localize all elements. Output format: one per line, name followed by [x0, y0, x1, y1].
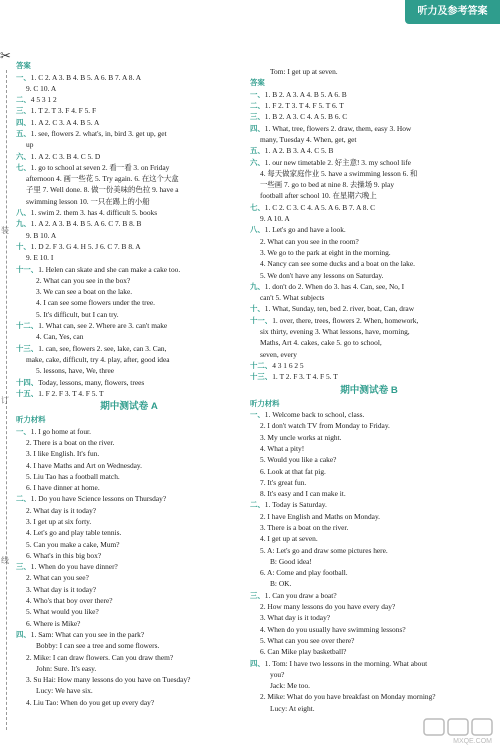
answer-line: [250, 658, 488, 669]
section-label: 听力材料: [16, 415, 46, 425]
answer-line: [250, 545, 488, 556]
answer-line: [16, 674, 242, 685]
question-number: 八、: [250, 225, 265, 235]
page-header: [0, 0, 500, 28]
line-text: 1. go to school at seven 2. 看一看 3. on Friday: [30, 162, 170, 172]
answer-line: [16, 207, 242, 218]
line-text: 1. swim 2. them 3. has 4. difficult 5. books: [30, 208, 158, 218]
answer-line: [250, 349, 488, 360]
answer-line: [250, 66, 488, 77]
line-text: Today, lessons, many, flowers, trees: [38, 377, 145, 387]
line-text: 一些画 7. go to bed at nine 8. 去操场 9. play: [260, 180, 395, 190]
line-text: 9. C 10. A: [26, 83, 57, 93]
line-text: 4. What a pity!: [260, 443, 305, 453]
line-text: 3. We can see a boat on the lake.: [36, 287, 133, 297]
answer-line: [250, 247, 488, 258]
section-label: 答案: [16, 61, 31, 70]
answer-line: [16, 527, 242, 538]
right-column: [250, 66, 488, 714]
answer-line: [250, 612, 488, 623]
line-text: Lucy: We have six.: [36, 686, 93, 696]
question-number: 四、: [250, 658, 265, 668]
answer-line: [16, 388, 242, 399]
line-text: B: OK.: [270, 579, 292, 589]
answer-line: [250, 635, 488, 646]
line-text: 1. see, flowers 2. what's, in, bird 3. get up, get: [30, 128, 167, 138]
test-title: 期中测试卷 A: [100, 401, 158, 413]
answer-line: [16, 331, 242, 342]
line-text: 2. I have English and Maths on Monday.: [260, 511, 381, 521]
line-text: 1. Today is Saturday.: [264, 500, 327, 510]
line-text: 4. Who's that boy over there?: [26, 596, 113, 606]
answer-line: [250, 258, 488, 269]
answer-line: [16, 275, 242, 286]
question-number: 十三、: [16, 343, 39, 353]
line-text: 1. A 2. C 3. B 4. C 5. D: [30, 151, 101, 161]
answer-line: [16, 184, 242, 195]
question-number: 十五、: [16, 388, 39, 398]
answer-line: [250, 315, 488, 326]
line-text: 1. D 2. F 3. G 4. H 5. J 6. C 7. B 8. A: [30, 241, 141, 251]
line-text: 2. There is a boat on the river.: [26, 437, 115, 447]
answer-line: [16, 196, 242, 207]
line-text: B: Good idea!: [270, 556, 312, 566]
question-number: 二、: [16, 95, 31, 105]
question-number: 十三、: [250, 372, 273, 382]
answer-line: [250, 454, 488, 465]
line-text: 6. Where is Mike?: [26, 618, 81, 628]
line-text: 6. A: Come and play football.: [260, 568, 348, 578]
answer-line: [250, 511, 488, 522]
section-tab: 听力及参考答案: [405, 0, 500, 24]
cut-label-2: 订: [1, 396, 9, 405]
answer-line: [250, 499, 488, 510]
question-number: 一、: [250, 89, 265, 99]
line-text: 1. Sam: What can you see in the park?: [30, 629, 145, 639]
answer-line: [250, 157, 488, 168]
question-number: 三、: [250, 112, 265, 122]
answer-line: [16, 640, 242, 651]
question-number: 九、: [16, 219, 31, 229]
answer-line: [16, 128, 242, 139]
answer-line: [250, 669, 488, 680]
answer-line: [16, 663, 242, 674]
line-text: Jack: Me too.: [270, 681, 311, 691]
line-text: Lucy: At eight.: [270, 703, 315, 713]
line-text: Maths, Art 4. cakes, cake 5. go to school,: [260, 338, 382, 348]
answer-line: [16, 162, 242, 173]
question-number: 十一、: [16, 264, 39, 274]
question-number: 十二、: [250, 360, 273, 370]
answer-line: [16, 297, 242, 308]
line-text: 5. lessons, have, We, three: [36, 366, 115, 376]
answer-line: [16, 83, 242, 94]
answer-line: [16, 482, 242, 493]
answer-line: [16, 516, 242, 527]
question-number: 三、: [16, 106, 31, 116]
question-number: 六、: [16, 151, 31, 161]
answer-line: [250, 179, 488, 190]
answer-line: [16, 365, 242, 376]
line-text: 1. can, see, flowers 2. see, lake, can 3. Can,: [38, 343, 167, 353]
answer-line: [16, 173, 242, 184]
line-text: 1. F 2. T 3. T 4. F 5. T 6. T: [264, 101, 344, 111]
question-number: 十、: [250, 304, 265, 314]
answer-line: [16, 448, 242, 459]
answer-line: [250, 202, 488, 213]
answer-line: [250, 134, 488, 145]
line-text: 4. I get up at seven.: [260, 534, 318, 544]
line-text: 1. When do you have dinner?: [30, 562, 118, 572]
line-text: 1. our new timetable 2. 好主意! 3. my school life: [264, 157, 411, 167]
answer-line: [16, 151, 242, 162]
line-text: 4 5 3 1 2: [30, 95, 57, 105]
line-text: 9. E 10. I: [26, 253, 54, 263]
line-text: 9. A 10. A: [260, 214, 290, 224]
question-number: 六、: [250, 157, 265, 167]
answer-line: [250, 590, 488, 601]
question-number: 十、: [16, 241, 31, 251]
line-text: 4. Can, Yes, can: [36, 332, 84, 342]
question-number: 二、: [250, 500, 265, 510]
watermark-text: MXQE.COM: [453, 738, 492, 745]
answer-line: [250, 89, 488, 100]
line-text: 4 3 1 6 2 5: [272, 360, 304, 370]
line-text: 1. Welcome back to school, class.: [264, 410, 365, 420]
line-text: seven, every: [260, 349, 297, 359]
line-text: 8. It's easy and I can make it.: [260, 489, 346, 499]
left-column: [16, 60, 242, 708]
question-number: 十一、: [250, 315, 273, 325]
answer-line: [250, 420, 488, 431]
answer-line: [16, 584, 242, 595]
question-number: 四、: [250, 123, 265, 133]
answer-line: [16, 309, 242, 320]
answer-line: [16, 697, 242, 708]
answer-line: [250, 556, 488, 567]
answer-line: [250, 703, 488, 714]
line-text: Bobby: I can see a tree and some flowers.: [36, 641, 160, 651]
answer-line: [16, 218, 242, 229]
answer-line: [16, 286, 242, 297]
line-text: can't 5. What subjects: [260, 293, 325, 303]
answer-line: [250, 477, 488, 488]
line-text: 2. Mike: What do you have breakfast on Monday morning?: [260, 692, 436, 702]
line-text: 1. A 2. A 3. B 4. B 5. A 6. C 7. B 8. B: [30, 219, 142, 229]
line-text: 5. Would you like a cake?: [260, 455, 337, 465]
line-text: 1. C 2. C 3. C 4. A 5. A 6. B 7. A 8. C: [264, 202, 376, 212]
binding-margin: [0, 30, 14, 747]
line-text: John: Sure. It's easy.: [36, 663, 97, 673]
line-text: 1. I go home at four.: [30, 426, 91, 436]
line-text: 1. What can, see 2. Where are 3. can't make: [38, 321, 168, 331]
line-text: 5. We don't have any lessons on Saturday.: [260, 270, 384, 280]
line-text: 2. What can you see in the room?: [260, 236, 359, 246]
line-text: 1. Let's go and have a look.: [264, 225, 346, 235]
answer-line: [16, 595, 242, 606]
question-number: 四、: [16, 117, 31, 127]
line-text: 1. F 2. F 3. T 4. F 5. T: [38, 388, 104, 398]
line-text: 7. It's great fun.: [260, 477, 307, 487]
line-text: 4. 每天做家庭作业 5. have a swimming lesson 6. 和: [260, 168, 418, 178]
answer-line: [250, 443, 488, 454]
question-number: 五、: [16, 128, 31, 138]
line-text: 2. How many lessons do you have every day?: [260, 602, 396, 612]
answer-line: [250, 168, 488, 179]
answer-line: [16, 426, 242, 437]
answer-line: [16, 493, 242, 504]
answer-line: [250, 578, 488, 589]
line-text: afternoon 4. 画一些花 5. Try again. 6. 在这个大盒: [26, 174, 179, 184]
line-text: 3. I get up at six forty.: [26, 516, 92, 526]
question-number: 七、: [16, 162, 31, 172]
line-text: 1. T 2. T 3. F 4. F 5. F: [30, 106, 97, 116]
line-text: 5. A: Let's go and draw some pictures here.: [260, 545, 388, 555]
line-text: many, Tuesday 4. When, get, get: [260, 134, 357, 144]
line-text: 1. over, there, trees, flowers 2. When, homework,: [272, 315, 419, 325]
answer-line: [250, 100, 488, 111]
question-number: 三、: [250, 590, 265, 600]
answer-line: [16, 252, 242, 263]
answer-line: [16, 94, 242, 105]
line-text: 1. Tom: I have two lessons in the morning. What about: [264, 658, 428, 668]
line-text: 5. Can you make a cake, Mum?: [26, 539, 120, 549]
answer-line: [16, 618, 242, 629]
section-label: 听力材料: [250, 398, 280, 408]
line-text: 5. What would you like?: [26, 607, 99, 617]
answer-line: [16, 629, 242, 640]
line-text: 6. What's in this big box?: [26, 550, 102, 560]
line-text: 2. What day is it today?: [26, 505, 97, 515]
answer-line: [250, 326, 488, 337]
answer-line: [16, 437, 242, 448]
question-number: 九、: [250, 281, 265, 291]
answer-line: [250, 371, 488, 382]
answer-line: [16, 117, 242, 128]
answer-line: [16, 561, 242, 572]
answer-line: [16, 230, 242, 241]
line-text: 1. A 2. C 3. A 4. B 5. A: [30, 117, 100, 127]
cut-label-3: 线: [1, 556, 9, 565]
line-text: 子里 7. Well done. 8. 做一份美味的色拉 9. have a: [26, 185, 179, 195]
question-number: 一、: [250, 410, 265, 420]
line-text: 1. Helen can skate and she can make a cake too.: [38, 264, 181, 274]
answer-line: [250, 466, 488, 477]
line-text: 4. Nancy can see some ducks and a boat on the lake.: [260, 259, 415, 269]
scissors-icon: ✂: [0, 48, 11, 63]
line-text: 3. What day is it today?: [26, 584, 97, 594]
line-text: 6. Look at that fat pig.: [260, 466, 326, 476]
answer-line: [250, 432, 488, 443]
line-text: 3. My uncle works at night.: [260, 432, 342, 442]
line-text: 3. We go to the park at eight in the morning.: [260, 247, 391, 257]
line-text: 1. T 2. F 3. T 4. F 5. T: [272, 372, 338, 382]
answer-line: [250, 601, 488, 612]
answer-line: [16, 652, 242, 663]
question-number: 一、: [16, 426, 31, 436]
line-text: 1. Do you have Science lessons on Thursday?: [30, 494, 167, 504]
answer-line: [16, 343, 242, 354]
line-text: 5. What can you see over there?: [260, 635, 355, 645]
answer-line: [250, 224, 488, 235]
line-text: 3. I like English. It's fun.: [26, 449, 100, 459]
line-text: 6. Can Mike play basketball?: [260, 647, 347, 657]
question-number: 十二、: [16, 321, 39, 331]
answer-line: [250, 624, 488, 635]
question-number: 一、: [16, 72, 31, 82]
answer-line: [250, 123, 488, 134]
question-number: 二、: [250, 101, 265, 111]
line-text: six thirty, evening 3. What lessons, have, morning,: [260, 327, 410, 337]
question-number: 三、: [16, 562, 31, 572]
answer-line: [250, 145, 488, 156]
answer-line: [250, 190, 488, 201]
answer-line: [16, 264, 242, 275]
answer-line: [250, 409, 488, 420]
line-text: 1. B 2. A 3. C 4. A 5. B 6. C: [264, 112, 348, 122]
line-text: 5. It's difficult, but I can try.: [36, 309, 119, 319]
answer-line: [16, 505, 242, 516]
answer-line: [250, 360, 488, 371]
answer-line: [16, 354, 242, 365]
answer-line: [250, 691, 488, 702]
answer-line: [250, 488, 488, 499]
question-number: 五、: [250, 146, 265, 156]
answer-line: [16, 685, 242, 696]
line-text: 3. Su Hai: How many lessons do you have on Tuesday?: [26, 675, 191, 685]
line-text: 1. Can you draw a boat?: [264, 590, 337, 600]
answer-line: [16, 377, 242, 388]
line-text: 4. When do you usually have swimming lessons?: [260, 624, 406, 634]
answer-line: [250, 270, 488, 281]
answer-line: [16, 606, 242, 617]
line-text: 2. Mike: I can draw flowers. Can you draw them?: [26, 652, 174, 662]
answer-line: [16, 460, 242, 471]
line-text: 1. What, tree, flowers 2. draw, them, easy 3. How: [264, 123, 412, 133]
question-number: 四、: [16, 629, 31, 639]
line-text: 9. B 10. A: [26, 230, 57, 240]
answer-line: [250, 292, 488, 303]
line-text: 1. A 2. B 3. A 4. C 5. B: [264, 146, 334, 156]
line-text: you?: [270, 669, 285, 679]
answer-line: [250, 646, 488, 657]
answer-line: [16, 241, 242, 252]
cut-label-1: 装: [1, 226, 9, 235]
answer-line: [16, 572, 242, 583]
line-text: 1. C 2. A 3. B 4. B 5. A 6. B 7. A 8. A: [30, 72, 142, 82]
line-text: 1. don't do 2. When do 3. has 4. Can, see, No, I: [264, 281, 405, 291]
line-text: 1. B 2. A 3. A 4. B 5. A 6. B: [264, 89, 347, 99]
line-text: swimming lesson 10. 一只在踢上的小船: [26, 196, 150, 206]
answer-line: [250, 522, 488, 533]
line-text: 3. There is a boat on the river.: [260, 522, 349, 532]
question-number: 七、: [250, 202, 265, 212]
answer-line: [250, 281, 488, 292]
line-text: up: [26, 140, 34, 150]
line-text: 4. I have Maths and Art on Wednesday.: [26, 460, 142, 470]
line-text: 2. I don't watch TV from Monday to Friday.: [260, 421, 390, 431]
answer-line: [250, 236, 488, 247]
answer-line: [250, 680, 488, 691]
answer-line: [16, 105, 242, 116]
question-number: 八、: [16, 208, 31, 218]
line-text: 4. Let's go and play table tennis.: [26, 528, 122, 538]
answer-line: [250, 533, 488, 544]
line-text: Tom: I get up at seven.: [270, 67, 338, 76]
question-number: 十四、: [16, 377, 39, 387]
line-text: 3. What day is it today?: [260, 613, 331, 623]
section-label: 答案: [250, 78, 265, 88]
answer-line: [250, 303, 488, 314]
answer-line: [250, 337, 488, 348]
line-text: 2. What can you see?: [26, 573, 89, 583]
line-text: 1. What, Sunday, ten, bed 2. river, boat, Can, draw: [264, 304, 415, 314]
line-text: football after school 10. 在星期六晚上: [260, 191, 377, 201]
answer-line: [16, 471, 242, 482]
line-text: 4. I can see some flowers under the tree.: [36, 298, 156, 308]
line-text: make, cake, difficult, try 4. play, after, good idea: [26, 354, 170, 364]
answer-line: [250, 567, 488, 578]
test-title: 期中测试卷 B: [340, 384, 398, 396]
answer-line: [16, 539, 242, 550]
line-text: 6. I have dinner at home.: [26, 483, 100, 493]
line-text: 2. What can you see in the box?: [36, 275, 131, 285]
answer-line: [16, 320, 242, 331]
line-text: 5. Liu Tao has a football match.: [26, 471, 120, 481]
answer-line: [250, 213, 488, 224]
line-text: 4. Liu Tao: When do you get up every day?: [26, 697, 155, 707]
answer-line: [16, 550, 242, 561]
question-number: 二、: [16, 494, 31, 504]
answer-line: [250, 111, 488, 122]
answer-line: [16, 72, 242, 83]
answer-line: [16, 139, 242, 150]
